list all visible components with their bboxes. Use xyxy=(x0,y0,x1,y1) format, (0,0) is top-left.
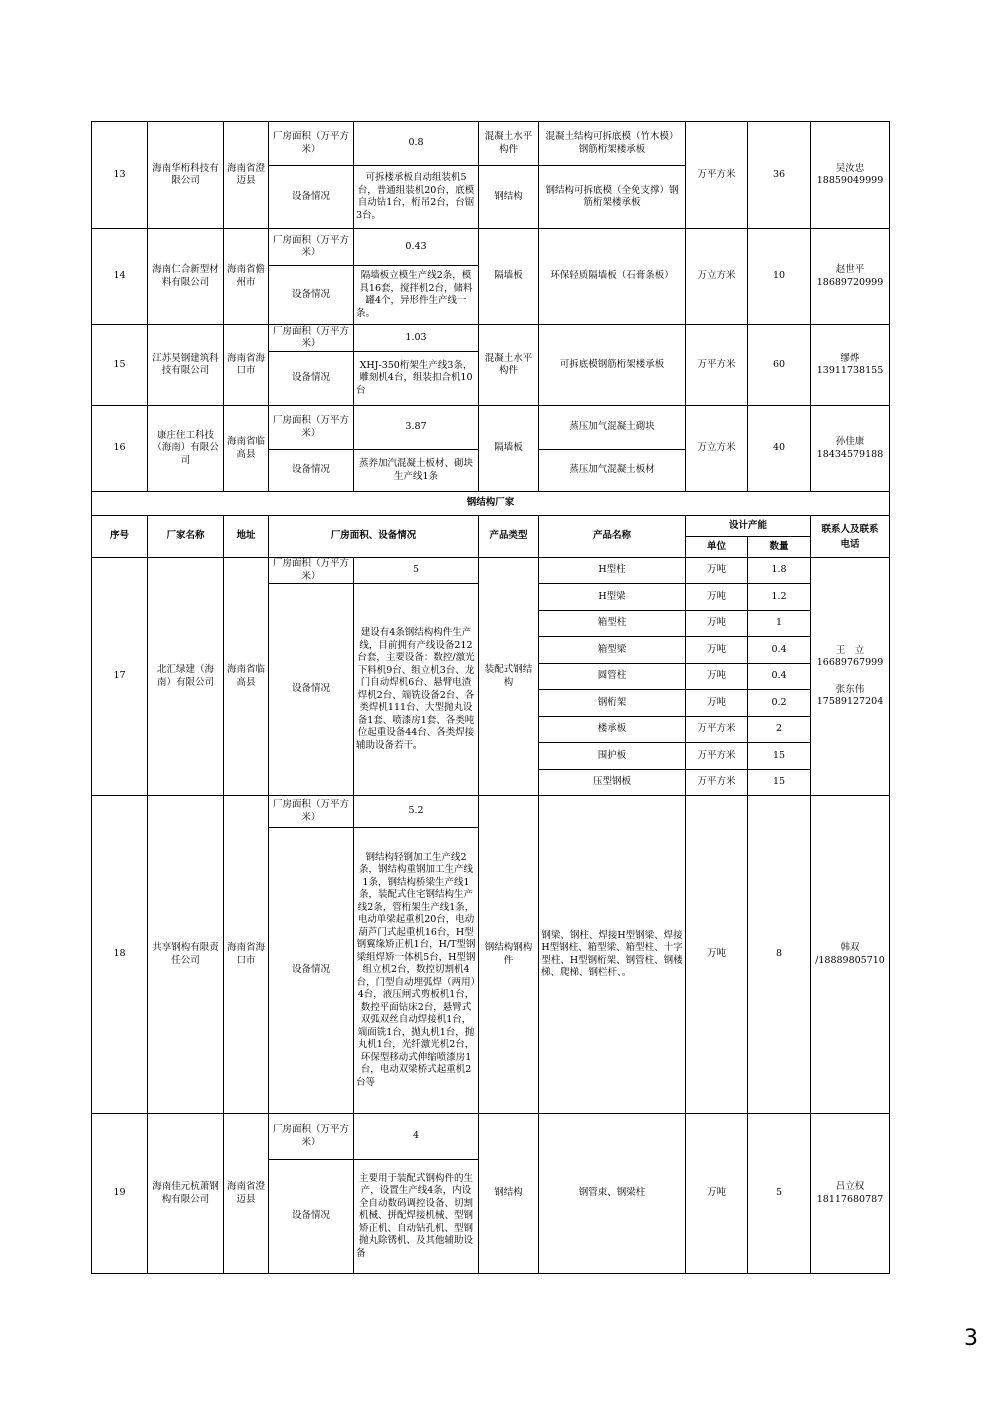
company-name: 江苏昊钢建筑科技有限公司 xyxy=(148,325,224,406)
product-type: 隔墙板 xyxy=(479,229,539,325)
contact-name: 吕立权 xyxy=(835,1181,865,1192)
area-value: 3.87 xyxy=(354,406,479,450)
capacity-qty: 2 xyxy=(748,717,811,743)
equip-label: 设备情况 xyxy=(269,1160,354,1274)
seq-cell: 15 xyxy=(92,325,148,406)
equipment-desc: 主要用于装配式钢构件的生产，设置生产线4条，内设全自动数码调控设备、切割机械、拼配焊接机械、型钢矫正机、自动钻孔机、型钢抛丸除锈机、及其他辅助设备 xyxy=(354,1160,479,1274)
capacity-unit: 万吨 xyxy=(686,584,748,611)
capacity-unit: 万平方米 xyxy=(686,122,748,229)
product-type: 钢结构 xyxy=(479,166,539,229)
area-label: 厂房面积（万平方米） xyxy=(269,1114,354,1160)
contact xyxy=(811,558,890,796)
address: 海南省临高县 xyxy=(224,558,269,796)
product-name: 混凝土结构可拆底模（竹木模）钢筋桁架楼承板 xyxy=(539,122,686,166)
contact-phone: 18689720999 xyxy=(816,276,884,288)
capacity-unit: 万平方米 xyxy=(686,743,748,770)
header-capacity: 设计产能 xyxy=(686,516,811,537)
contact-phone: /18889805710 xyxy=(815,954,885,966)
company-name: 北汇绿建（海南）有限公司 xyxy=(148,558,224,796)
seq-cell: 18 xyxy=(92,796,148,1114)
address: 海南省澄迈县 xyxy=(224,1114,269,1274)
area-value: 5.2 xyxy=(354,796,479,828)
product-type: 隔墙板 xyxy=(479,406,539,492)
area-label: 厂房面积（万平方米） xyxy=(269,122,354,166)
equipment-desc: 钢结构轻钢加工生产线2条，钢结构重钢加工生产线1条，钢结构桥梁生产线1条，装配式住宅钢结构生产线2条，管桁架生产线1条，电动单梁起重机20台，电动葫芦门式起重机16台，H型钢翼缘矫正机1台，H/T型钢梁组焊矫一体机5台，H型钢组立机2台，数控切割机4台，门型自动埋弧焊（两用）4台，液压闸式剪板机1台，数控平面钻床2台，悬臂式双弧双丝自动焊接机1台，端面铣1台，抛丸机1台，抛丸机1台，光纤激光机2台，环保型移动式伸缩喷漆房1台，电动双梁桥式起重机2台等 xyxy=(354,828,479,1114)
contact-name: 赵世平 xyxy=(835,264,865,275)
area-value: 1.03 xyxy=(354,325,479,352)
product-name: H型梁 xyxy=(539,584,686,611)
address: 海南省临高县 xyxy=(224,406,269,492)
capacity-qty: 1.8 xyxy=(748,558,811,584)
product-type: 装配式钢结构 xyxy=(479,558,539,796)
contact-name: 韩双 xyxy=(840,942,860,953)
seq-cell: 19 xyxy=(92,1114,148,1274)
capacity-unit: 万平方米 xyxy=(686,325,748,406)
header-qty: 数量 xyxy=(748,537,811,558)
area-label: 厂房面积（万平方米） xyxy=(269,558,354,584)
header-address: 地址 xyxy=(224,516,269,558)
product-type: 钢结构钢构件 xyxy=(479,796,539,1114)
product-name: 箱型梁 xyxy=(539,637,686,664)
header-seq: 序号 xyxy=(92,516,148,558)
product-table xyxy=(91,121,890,1274)
equip-label: 设备情况 xyxy=(269,166,354,229)
contact xyxy=(811,1114,890,1274)
area-value: 5 xyxy=(354,558,479,584)
capacity-qty: 8 xyxy=(748,796,811,1114)
product-type: 钢结构 xyxy=(479,1114,539,1274)
capacity-unit: 万平方米 xyxy=(686,717,748,743)
capacity-qty: 10 xyxy=(748,229,811,325)
contact xyxy=(811,796,890,1114)
capacity-qty: 36 xyxy=(748,122,811,229)
contact xyxy=(811,122,890,229)
equipment-desc: 蒸养加汽混凝土板材、砌块生产线1条 xyxy=(354,450,479,492)
product-name: 环保轻质隔墙板（石膏条板） xyxy=(539,229,686,325)
product-name: 楼承板 xyxy=(539,717,686,743)
header-area-equip: 厂房面积、设备情况 xyxy=(269,516,479,558)
area-value: 4 xyxy=(354,1114,479,1160)
header-company: 厂家名称 xyxy=(148,516,224,558)
product-name: 蒸压加气混凝土砌块 xyxy=(539,406,686,450)
capacity-qty: 1.2 xyxy=(748,584,811,611)
contact-phone: 17589127204 xyxy=(816,696,884,707)
capacity-unit: 万吨 xyxy=(686,637,748,664)
capacity-qty: 1 xyxy=(748,611,811,637)
equipment-desc: 隔墙板立模生产线2条，模具16套，搅拌机2台，储料罐4个，异形件生产线一条。 xyxy=(354,266,479,325)
area-label: 厂房面积（万平方米） xyxy=(269,325,354,352)
contact-phone: 13911738155 xyxy=(816,365,884,376)
capacity-qty: 5 xyxy=(748,1114,811,1274)
contact xyxy=(811,325,890,406)
capacity-unit: 万吨 xyxy=(686,611,748,637)
capacity-qty: 15 xyxy=(748,743,811,770)
product-name: 箱型柱 xyxy=(539,611,686,637)
product-name: H型柱 xyxy=(539,558,686,584)
product-type: 混凝土水平构件 xyxy=(479,122,539,166)
capacity-unit: 万平方米 xyxy=(686,770,748,796)
contact-name: 王 立 xyxy=(835,644,865,656)
header-product: 产品名称 xyxy=(539,516,686,558)
seq-cell: 14 xyxy=(92,229,148,325)
equipment-desc: 可拆楼承板自动组装机5台，普通组装机20台，底模自动钻1台，桁吊2台，台锯3台。 xyxy=(354,166,479,229)
header-type: 产品类型 xyxy=(479,516,539,558)
product-name: 蒸压加气混凝土板材 xyxy=(539,450,686,492)
equipment-desc: 建设有4条钢结构构件生产线，目前拥有产线设备212台套，主要设备：数控/激光下料机9台、组立机3台、龙门自动焊机6台、悬臂电渣焊机2台、端铣设备2台、各类焊机111台、大型抛丸设备1套、喷漆房1套、各类吨位起重设备44台、各类焊接辅助设备若干。 xyxy=(354,584,479,796)
product-name: 钢管束、钢梁柱 xyxy=(539,1114,686,1274)
address: 海南省海口市 xyxy=(224,325,269,406)
capacity-unit: 万吨 xyxy=(686,558,748,584)
capacity-unit: 万吨 xyxy=(686,664,748,690)
header-unit: 单位 xyxy=(686,537,748,558)
company-name: 康庄住工科技（海南）有限公司 xyxy=(148,406,224,492)
equip-label: 设备情况 xyxy=(269,828,354,1114)
capacity-qty: 60 xyxy=(748,325,811,406)
contact xyxy=(811,406,890,492)
area-label: 厂房面积（万平方米） xyxy=(269,406,354,450)
capacity-qty: 0.4 xyxy=(748,637,811,664)
contact-name: 吴汝忠 xyxy=(835,162,865,174)
contact-phone: 18117680787 xyxy=(816,1193,884,1205)
seq-cell: 17 xyxy=(92,558,148,796)
company-name: 共享钢构有限责任公司 xyxy=(148,796,224,1114)
area-label: 厂房面积（万平方米） xyxy=(269,229,354,266)
contact-phone: 18859049999 xyxy=(816,175,884,186)
capacity-unit: 万吨 xyxy=(686,1114,748,1274)
seq-cell: 16 xyxy=(92,406,148,492)
section-title: 钢结构厂家 xyxy=(92,492,890,516)
capacity-unit: 万吨 xyxy=(686,690,748,717)
product-type: 混凝土水平构件 xyxy=(479,325,539,406)
product-name: 可拆底模钢筋桁架楼承板 xyxy=(539,325,686,406)
area-value: 0.43 xyxy=(354,229,479,266)
page-number: 3 xyxy=(964,1326,978,1351)
contact-phone: 18434579188 xyxy=(816,448,884,460)
address: 海南省澄迈县 xyxy=(224,122,269,229)
address: 海南省儋州市 xyxy=(224,229,269,325)
product-name: 压型钢板 xyxy=(539,770,686,796)
capacity-qty: 0.4 xyxy=(748,664,811,690)
equip-label: 设备情况 xyxy=(269,450,354,492)
contact-name: 孙佳康 xyxy=(835,436,865,447)
product-name: 钢桁架 xyxy=(539,690,686,717)
capacity-unit: 万吨 xyxy=(686,796,748,1114)
capacity-qty: 15 xyxy=(748,770,811,796)
contact-phone: 16689767999 xyxy=(816,657,884,668)
equip-label: 设备情况 xyxy=(269,266,354,325)
area-label: 厂房面积（万平方米） xyxy=(269,796,354,828)
contact-name: 缪烨 xyxy=(840,352,860,364)
product-name: 圆管柱 xyxy=(539,664,686,690)
capacity-unit: 万立方米 xyxy=(686,229,748,325)
header-contact: 联系人及联系电话 xyxy=(811,516,890,558)
equipment-desc: XHJ-350桁架生产线3条，雕刻机4台，组装扣合机10台 xyxy=(354,352,479,406)
seq-cell: 13 xyxy=(92,122,148,229)
company-name: 海南仁合新型材料有限公司 xyxy=(148,229,224,325)
capacity-unit: 万立方米 xyxy=(686,406,748,492)
contact xyxy=(811,229,890,325)
contact-name: 张东伟 xyxy=(835,683,865,695)
company-name: 海南佳元杭萧钢构有限公司 xyxy=(148,1114,224,1274)
product-name: 围护板 xyxy=(539,743,686,770)
company-name: 海南华桁科技有限公司 xyxy=(148,122,224,229)
capacity-qty: 40 xyxy=(748,406,811,492)
product-name: 钢结构可拆底模（全免支撑）钢筋桁架楼承板 xyxy=(539,166,686,229)
product-name: 钢梁、钢柱、焊接H型钢梁、焊接H型钢柱、箱型梁、箱型柱、十字型柱、H型钢桁架、钢管柱、钢楼梯、爬梯、钢栏杆、。 xyxy=(539,796,686,1114)
area-value: 0.8 xyxy=(354,122,479,166)
address: 海南省海口市 xyxy=(224,796,269,1114)
equip-label: 设备情况 xyxy=(269,584,354,796)
equip-label: 设备情况 xyxy=(269,352,354,406)
capacity-qty: 0.2 xyxy=(748,690,811,717)
